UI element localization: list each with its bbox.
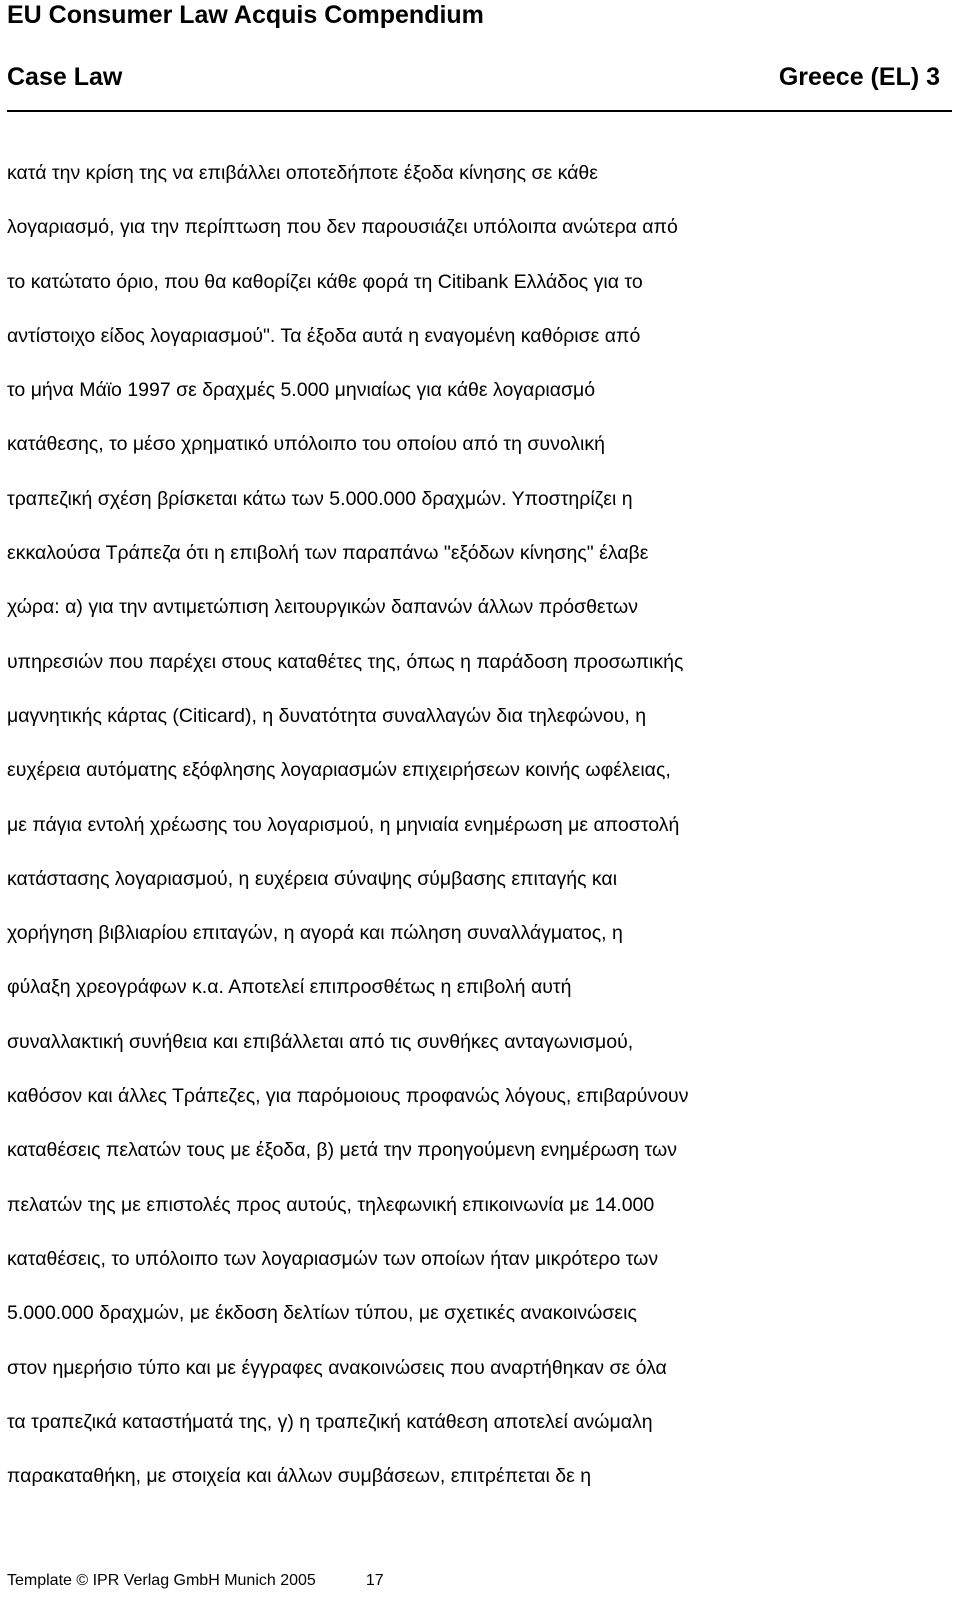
text-line: αντίστοιχο είδος λογαριασμού". Τα έξοδα αυτά η εναγομένη καθόρισε από <box>7 324 641 347</box>
header-divider <box>7 110 952 112</box>
text-line: καθόσον και άλλες Τράπεζες, για παρόμοιους προφανώς λόγους, επιβαρύνουν <box>7 1085 689 1108</box>
text-line: λογαριασμό, για την περίπτωση που δεν παρουσιάζει υπόλοιπα ανώτερα από <box>7 216 678 239</box>
document-title: EU Consumer Law Acquis Compendium <box>7 1 484 29</box>
text-line: κατά την κρίση της να επιβάλλει οποτεδήποτε έξοδα κίνησης σε κάθε <box>7 162 598 184</box>
text-line: μαγνητικής κάρτας (Citicard), η δυνατότητα συναλλαγών δια τηλεφώνου, η <box>7 704 647 727</box>
footer-copyright: Template © IPR Verlag GmbH Munich 2005 <box>7 1572 316 1589</box>
text-line: με πάγια εντολή χρέωσης του λογαρισμού, η μηνιαία ενημέρωση με αποστολή <box>7 813 680 836</box>
body-text <box>7 146 947 1503</box>
page-number: 17 <box>365 1572 384 1589</box>
text-line: καταθέσεις, το υπόλοιπο των λογαριασμών των οποίων ήταν μικρότερο των <box>7 1247 659 1270</box>
text-line: κατάθεσης, το μέσο χρηματικό υπόλοιπο του οποίου από τη συνολική <box>7 433 605 456</box>
text-line: τραπεζική σχέση βρίσκεται κάτω των 5.000.000 δραχμών. Υποστηρίζει η <box>7 487 633 510</box>
text-line: το κατώτατο όριο, που θα καθορίζει κάθε φορά τη Citibank Ελλάδος για το <box>7 270 643 293</box>
text-line: φύλαξη χρεογράφων κ.α. Αποτελεί επιπροσθέτως η επιβολή αυτή <box>7 976 572 999</box>
text-line: χορήγηση βιβλιαρίου επιταγών, η αγορά και πώληση συναλλάγματος, η <box>7 922 623 945</box>
text-line: υπηρεσιών που παρέχει στους καταθέτες της, όπως η παράδοση προσωπικής <box>7 650 684 673</box>
text-line: 5.000.000 δραχμών, με έκδοση δελτίων τύπου, με σχετικές ανακοινώσεις <box>7 1302 637 1325</box>
text-line: το μήνα Μάϊο 1997 σε δραχμές 5.000 μηνιαίως για κάθε λογαριασμό <box>7 379 596 402</box>
text-line: συναλλακτική συνήθεια και επιβάλλεται από τις συνθήκες ανταγωνισμού, <box>7 1030 634 1053</box>
text-line: ευχέρεια αυτόματης εξόφλησης λογαριασμών επιχειρήσεων κοινής ωφέλειας, <box>7 759 671 782</box>
text-line: στον ημερήσιο τύπο και με έγγραφες ανακοινώσεις που αναρτήθηκαν σε όλα <box>7 1356 667 1379</box>
text-line: τα τραπεζικά καταστήματά της, γ) η τραπεζική κατάθεση αποτελεί ανώμαλη <box>7 1410 653 1433</box>
footer <box>7 1570 384 1592</box>
text-line: πελατών της με επιστολές προς αυτούς, τηλεφωνική επικοινωνία με 14.000 <box>7 1193 655 1216</box>
section-label: Case Law <box>7 63 123 91</box>
country-page-label: Greece (EL) 3 <box>778 63 940 91</box>
text-line: παρακαταθήκη, με στοιχεία και άλλων συμβάσεων, επιτρέπεται δε η <box>7 1465 592 1488</box>
text-line: εκκαλούσα Τράπεζα ότι η επιβολή των παραπάνω "εξόδων κίνησης" έλαβε <box>7 542 649 565</box>
text-line: χώρα: α) για την αντιμετώπιση λειτουργικών δαπανών άλλων πρόσθετων <box>7 596 639 619</box>
text-line: κατάστασης λογαριασμού, η ευχέρεια σύναψης σύμβασης επιταγής και <box>7 867 618 890</box>
text-line: καταθέσεις πελατών τους με έξοδα, β) μετά την προηγούμενη ενημέρωση των <box>7 1139 677 1162</box>
